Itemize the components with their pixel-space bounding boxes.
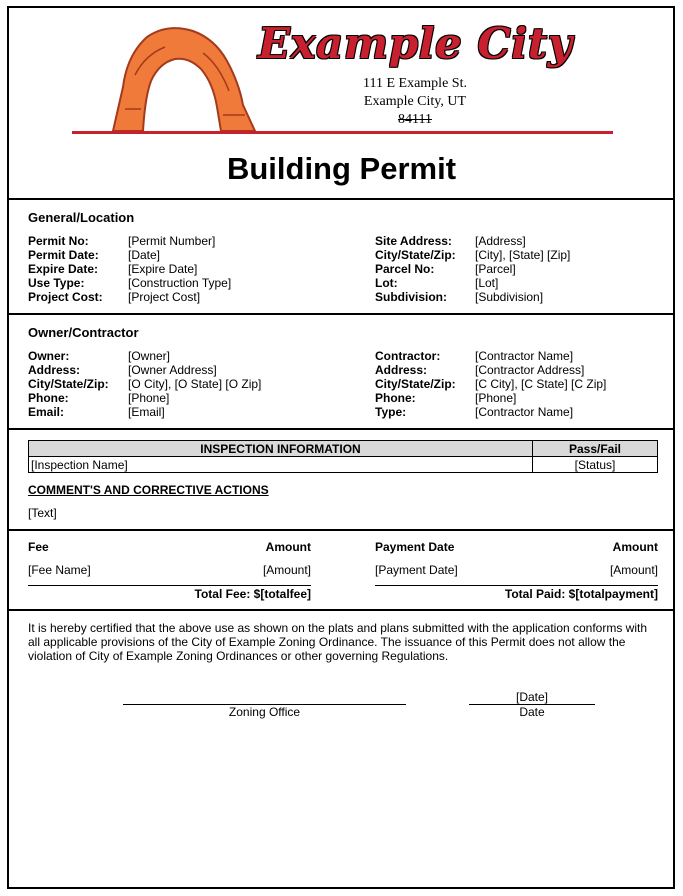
address-street: 111 E Example St. (363, 76, 467, 91)
project-cost-label: Project Cost: (28, 290, 103, 304)
table-row (29, 457, 658, 473)
owner-city-state-zip-value: [O City], [O State] [O Zip] (128, 377, 262, 391)
use-type-value: [Construction Type] (128, 276, 232, 290)
fee-name: [Fee Name] (28, 563, 91, 577)
certification-text: It is hereby certified that the above use as shown on the plats and plans submitted with the application conforms with all applicable provisions of the City of Example Zoning Ordinance. The issuance of this Permit does not allow the violation of City of Example Zoning Ordinances or other governing Regulations. (28, 621, 648, 663)
contractor-type-label: Type: (375, 405, 407, 419)
section-divider (9, 198, 673, 200)
address-zip: 84111 (398, 112, 432, 127)
page-title: Building Permit (226, 151, 457, 186)
payment-date-header: Payment Date (375, 540, 455, 554)
expire-date-value: [Expire Date] (128, 262, 198, 276)
owner-address-label: Address: (28, 363, 81, 377)
date-caption: Date (519, 705, 545, 719)
fee-total-rule (28, 585, 311, 586)
zoning-office-caption: Zoning Office (228, 705, 301, 719)
site-city-state-zip-label: City/State/Zip: (375, 248, 456, 262)
site-address-value: [Address] (475, 234, 526, 248)
fee-amount-header: Amount (265, 540, 311, 554)
contractor-type-value: [Contractor Name] (475, 405, 574, 419)
site-city-state-zip-value: [City], [State] [Zip] (475, 248, 571, 262)
section-divider (9, 529, 673, 531)
comments-text: [Text] (28, 506, 57, 520)
contractor-phone-label: Phone: (375, 391, 416, 405)
site-address-label: Site Address: (375, 234, 452, 248)
address-city-state: Example City, UT (363, 94, 467, 109)
owner-email-label: Email: (28, 405, 65, 419)
contractor-city-state-zip-label: City/State/Zip: (375, 377, 456, 391)
pass-fail-header: Pass/Fail (533, 441, 658, 457)
comments-heading: COMMENT'S AND CORRECTIVE ACTIONS (28, 483, 269, 497)
general-heading: General/Location (28, 210, 135, 225)
contractor-address-value: [Contractor Address] (475, 363, 585, 377)
total-paid: Total Paid: $[totalpayment] (504, 587, 658, 601)
contractor-label: Contractor: (375, 349, 441, 363)
lot-label: Lot: (375, 276, 398, 290)
lot-value: [Lot] (475, 276, 499, 290)
inspection-table (28, 440, 658, 473)
owner-phone-label: Phone: (28, 391, 69, 405)
subdivision-label: Subdivision: (375, 290, 447, 304)
payment-amount-header: Amount (612, 540, 658, 554)
owner-value: [Owner] (128, 349, 171, 363)
owner-phone-value: [Phone] (128, 391, 170, 405)
fee-header: Fee (28, 540, 49, 554)
contractor-value: [Contractor Name] (475, 349, 574, 363)
inspection-status-cell: [Status] (533, 457, 658, 473)
total-fee: Total Fee: $[totalfee] (194, 587, 311, 601)
section-divider (9, 609, 673, 611)
payment-date: [Payment Date] (375, 563, 458, 577)
owner-label: Owner: (28, 349, 70, 363)
section-divider (9, 313, 673, 315)
expire-date-label: Expire Date: (28, 262, 99, 276)
permit-date-value: [Date] (128, 248, 161, 262)
arch-logo (105, 25, 260, 133)
table-header-row (29, 441, 658, 457)
owner-email-value: [Email] (128, 405, 165, 419)
permit-no-value: [Permit Number] (128, 234, 216, 248)
payment-total-rule (375, 585, 658, 586)
permit-date-label: Permit Date: (28, 248, 99, 262)
owner-city-state-zip-label: City/State/Zip: (28, 377, 109, 391)
signature-date-value: [Date] (515, 690, 548, 704)
permit-no-label: Permit No: (28, 234, 89, 248)
inspection-name-cell: [Inspection Name] (29, 457, 533, 473)
city-name-logo: Example City (258, 19, 573, 68)
inspection-info-header: INSPECTION INFORMATION (29, 441, 533, 457)
contractor-phone-value: [Phone] (475, 391, 517, 405)
owner-heading: Owner/Contractor (28, 325, 139, 340)
section-divider (9, 428, 673, 430)
contractor-city-state-zip-value: [C City], [C State] [C Zip] (475, 377, 607, 391)
parcel-no-label: Parcel No: (375, 262, 435, 276)
use-type-label: Use Type: (28, 276, 85, 290)
contractor-address-label: Address: (375, 363, 428, 377)
project-cost-value: [Project Cost] (128, 290, 201, 304)
header-divider (72, 131, 613, 134)
subdivision-value: [Subdivision] (475, 290, 544, 304)
payment-amount: [Amount] (609, 563, 658, 577)
parcel-no-value: [Parcel] (475, 262, 516, 276)
owner-address-value: [Owner Address] (128, 363, 217, 377)
fee-amount: [Amount] (262, 563, 311, 577)
